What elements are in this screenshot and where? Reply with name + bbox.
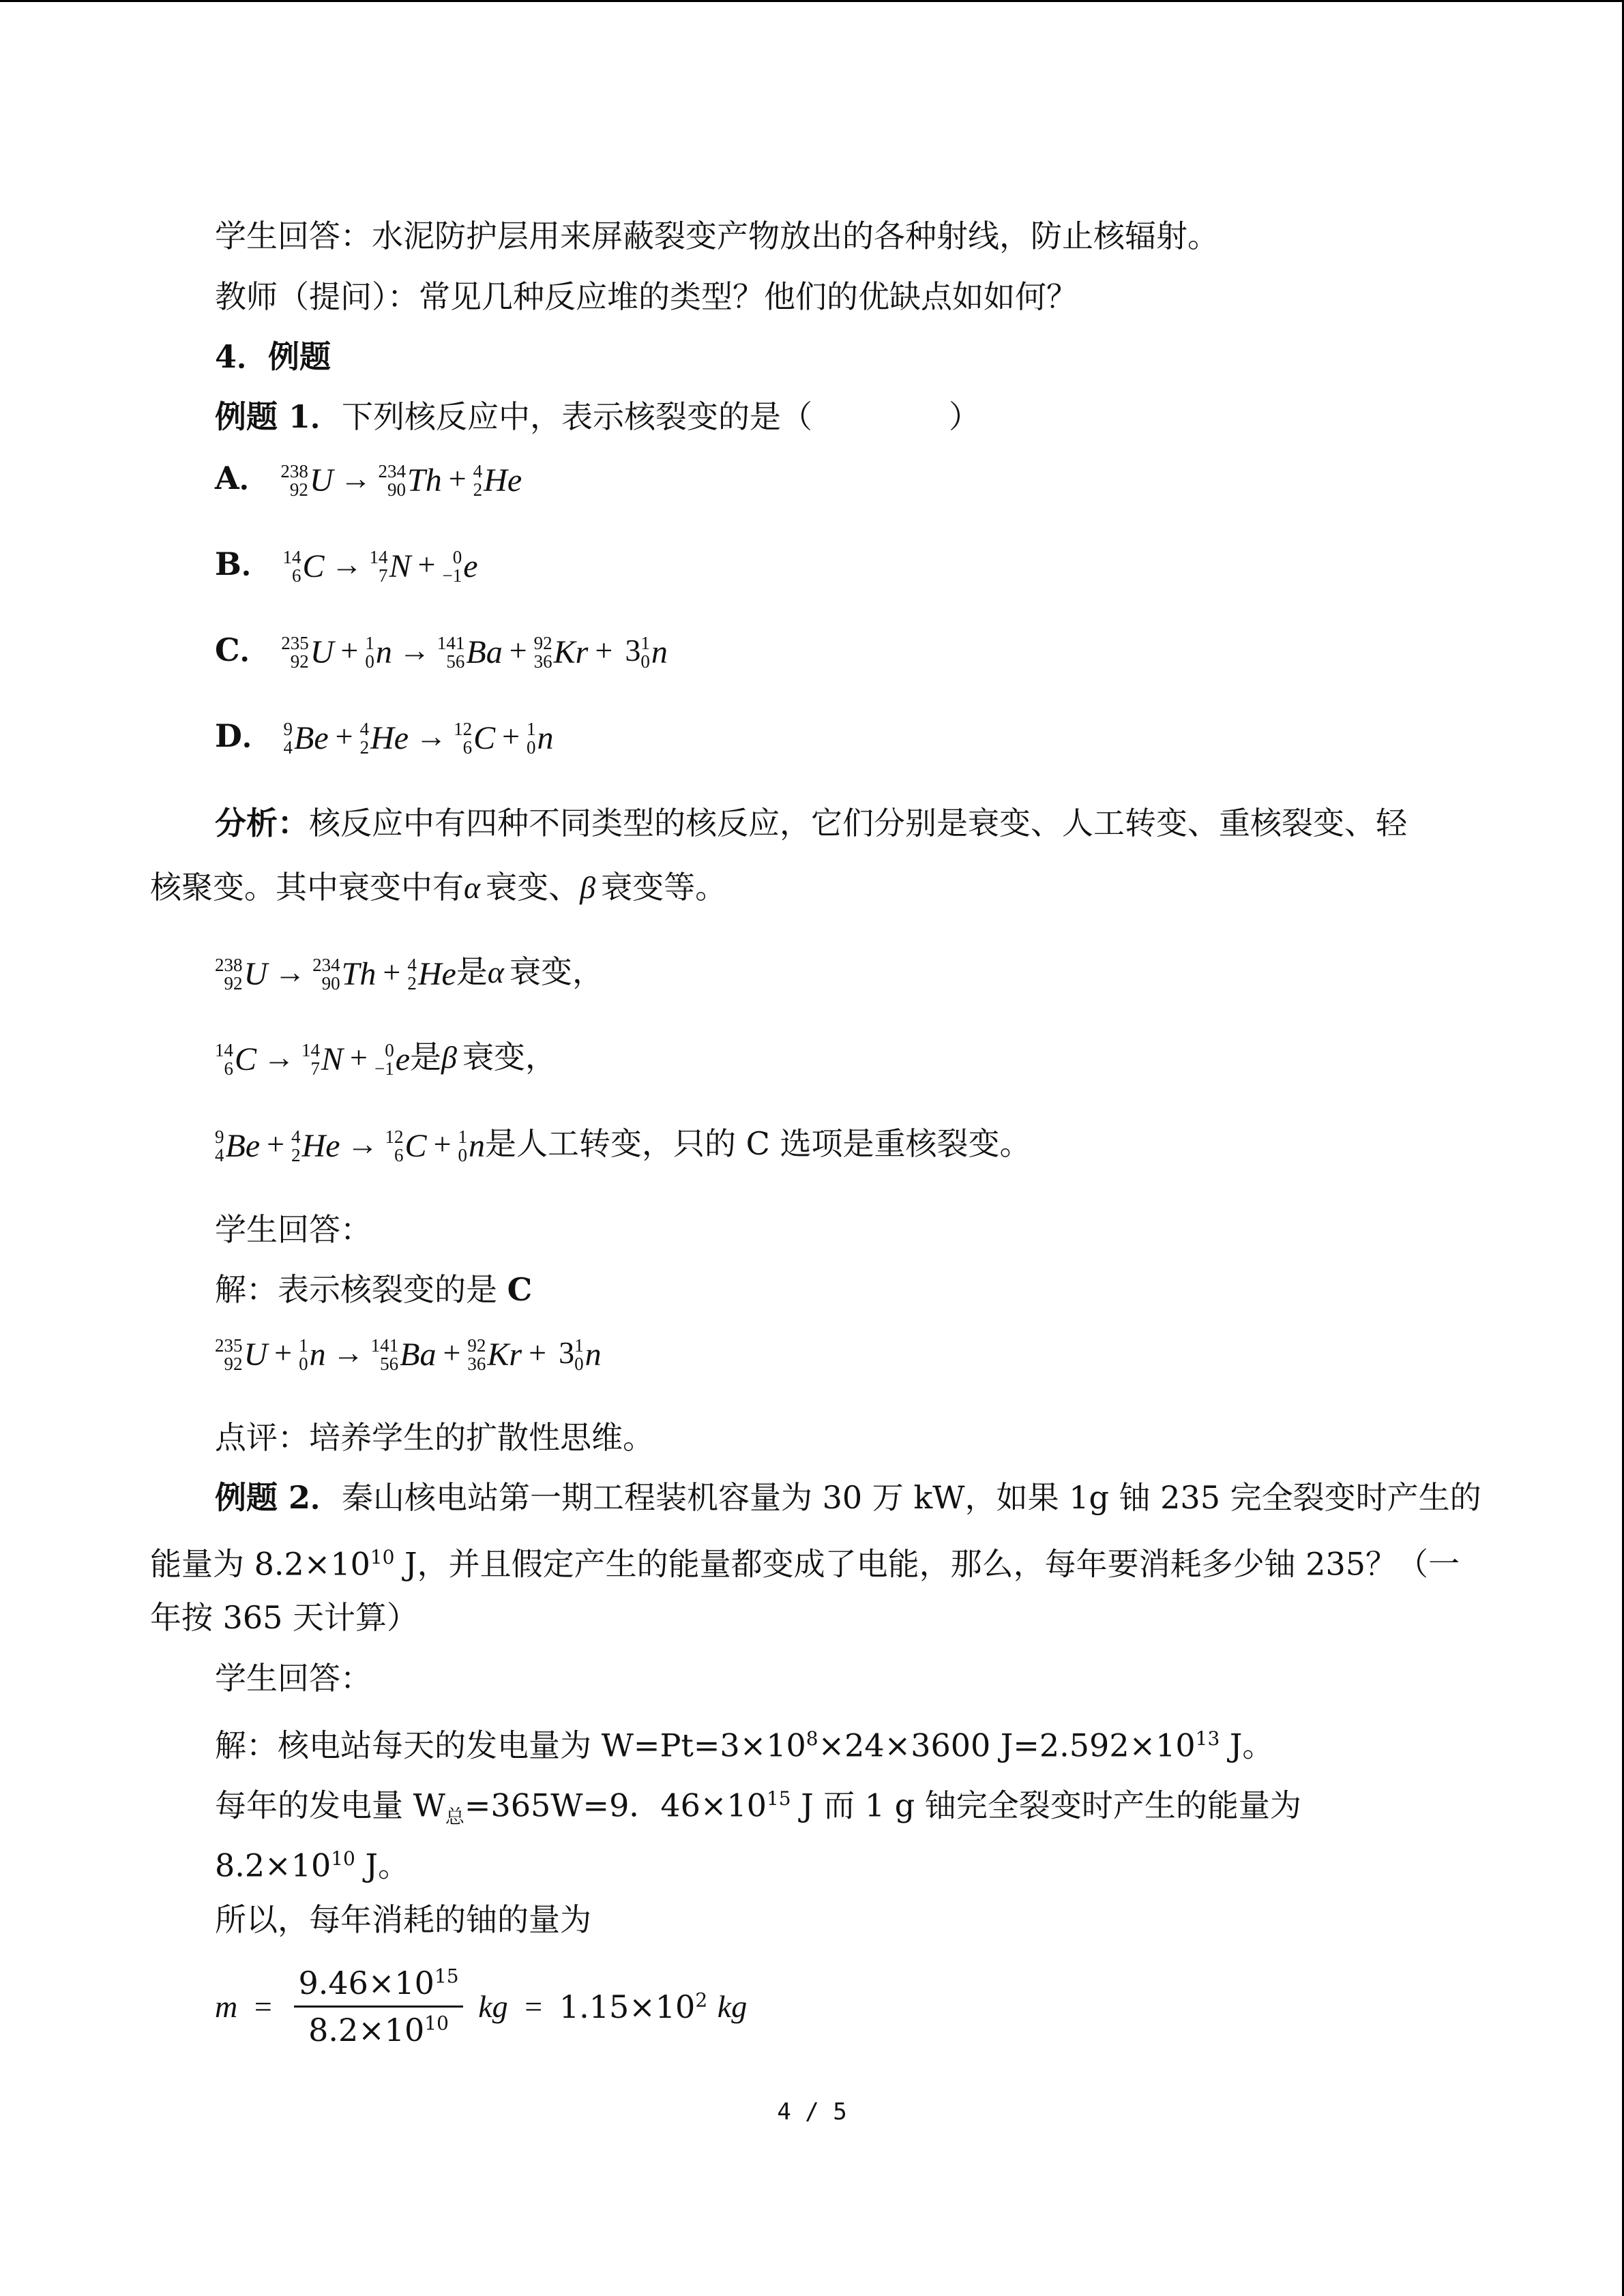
nuclide-u235: [281, 632, 334, 673]
mass-number: 141: [437, 633, 465, 653]
element-symbol: C: [235, 1041, 257, 1077]
mass-number: 1: [640, 633, 650, 653]
element-symbol: C: [473, 720, 496, 756]
result: [559, 1988, 707, 2025]
unit-kg-2: kg: [717, 1989, 748, 2024]
nuclide-kr92: [467, 1335, 522, 1375]
arrow-symbol: →: [331, 547, 363, 582]
nuclide-indices: [312, 956, 340, 993]
element-symbol: U: [243, 956, 268, 992]
analysis-text2c: 衰变等。: [601, 869, 727, 906]
element-symbol: U: [309, 462, 334, 498]
atomic-number: 0: [458, 1145, 468, 1165]
element-symbol: N: [321, 1041, 344, 1077]
analysis-line1: [215, 803, 1407, 844]
example1-text: 下列核反应中，表示核裂变的是（: [342, 398, 813, 435]
nuclide-be9: [284, 718, 329, 759]
nuclide-indices: [281, 634, 309, 671]
energy-exp: 10: [331, 1847, 355, 1870]
nuclide-u238: [215, 954, 267, 995]
alpha-decay-line: [215, 951, 604, 995]
atomic-number: 0: [640, 651, 650, 672]
atomic-number: 56: [380, 1354, 399, 1374]
option-d: [215, 715, 554, 759]
mass-number: 12: [385, 1127, 404, 1147]
nuclide-indices: [299, 1337, 308, 1373]
mass-formula: [215, 1965, 747, 2048]
example2-exp: 10: [370, 1546, 395, 1568]
plus-symbol: +: [350, 1040, 368, 1075]
plus-symbol: +: [448, 461, 467, 496]
option-c: [215, 629, 668, 673]
equals-sign: =: [254, 1989, 272, 2024]
mass-number: 0: [452, 547, 462, 567]
beta-symbol: β: [580, 870, 596, 905]
nuclide-u235: [215, 1335, 267, 1375]
element-symbol: He: [484, 462, 522, 498]
equals-sign-2: =: [525, 1989, 543, 2024]
solution-2a: 解：核电站每天的发电量为 W=Pt=3×10: [215, 1727, 806, 1764]
atomic-number: 36: [533, 651, 552, 672]
mass-number: 1: [527, 719, 536, 739]
nuclide-ba141: [437, 632, 503, 673]
mass-number: 14: [369, 547, 388, 567]
mass-number: 4: [291, 1127, 301, 1147]
element-symbol: He: [417, 956, 456, 992]
denominator-text: 8.2×10: [308, 2012, 425, 2048]
fraction-numerator: [294, 1965, 462, 2008]
nuclide-n: [365, 632, 392, 673]
nuclide-he4: [473, 460, 522, 501]
student-answer-line: 学生回答：水泥防护层用来屏蔽裂变产物放出的各种射线，防止核辐射。: [215, 218, 1219, 254]
teacher-question-line: 教师（提问）：常见几种反应堆的类型？他们的优缺点如如何？: [215, 278, 1078, 315]
atomic-number: 0: [299, 1354, 308, 1374]
decay-text: 衰变，: [509, 953, 604, 990]
atomic-number: 2: [473, 479, 483, 500]
nuclide-th234: [312, 954, 376, 995]
option-b: [215, 543, 478, 587]
plus-symbol: +: [340, 633, 359, 668]
nuclide-indices: [215, 956, 243, 993]
plus-symbol: +: [502, 719, 520, 754]
analysis-text: 核反应中有四种不同类型的核反应，它们分别是衰变、人工转变、重核裂变、轻: [309, 805, 1407, 841]
element-symbol: n: [651, 634, 668, 670]
solution-2-exp1: 8: [806, 1727, 818, 1750]
atomic-number: 2: [407, 973, 417, 994]
result-exp: 2: [695, 1988, 708, 2012]
example2-line2: [150, 1537, 1460, 1584]
atomic-number: 7: [379, 565, 388, 586]
nuclide-n: [458, 1126, 486, 1167]
element-symbol: Kr: [487, 1337, 522, 1373]
element-symbol: e: [463, 548, 478, 584]
nuclide-indices: [374, 1041, 394, 1078]
nuclide-he4: [291, 1126, 340, 1167]
example2-line1: [215, 1477, 1481, 1518]
option-c-label: C．: [215, 631, 271, 668]
atomic-number: 4: [283, 737, 293, 758]
analysis-text2a: 核聚变。其中衰变中有: [150, 869, 464, 906]
atomic-number: 90: [321, 973, 340, 994]
mass-number: 1: [299, 1335, 308, 1356]
nuclide-indices: [467, 1337, 486, 1373]
nuclide-he4: [360, 718, 409, 759]
energy-per-gram-line: [215, 1838, 409, 1885]
solution-1-equation: [215, 1334, 602, 1374]
denominator-exp: 10: [424, 2012, 449, 2035]
nuclide-indices: [291, 1128, 301, 1165]
alpha-symbol-2: α: [487, 955, 504, 989]
student-answer-2: 学生回答：: [215, 1660, 372, 1697]
plus-symbol: +: [383, 955, 401, 989]
plus-symbol: +: [274, 1335, 293, 1370]
solution-2b: ×24×3600 J=2.592×10: [818, 1727, 1196, 1764]
energy-b: J。: [355, 1847, 409, 1884]
element-symbol: C: [404, 1128, 427, 1164]
decay-text-2: 衰变，: [462, 1039, 557, 1075]
plus-symbol: +: [529, 1335, 547, 1370]
mass-number: 235: [215, 1335, 243, 1356]
nuclide-he4: [407, 954, 456, 995]
is-text: 是: [456, 953, 488, 990]
nuclide-indices: [534, 634, 552, 671]
solution-2-line1: [215, 1718, 1273, 1765]
nuclide-u238: [280, 460, 333, 501]
artificial-line: [215, 1123, 1031, 1167]
mass-number: 4: [407, 955, 417, 975]
mass-number: 238: [280, 461, 308, 481]
atomic-number: −1: [374, 1058, 394, 1079]
mass-number: 9: [283, 719, 293, 739]
nuclide-c14: [215, 1039, 256, 1080]
atomic-number: 92: [290, 651, 309, 672]
mass-number: 14: [215, 1040, 233, 1060]
atomic-number: 0: [365, 651, 374, 672]
plus-symbol: +: [443, 1335, 461, 1370]
numerator-text: 9.46×10: [298, 1965, 434, 2001]
atomic-number: 4: [215, 1145, 224, 1165]
plus-symbol: +: [509, 633, 527, 668]
mass-number: 4: [473, 461, 483, 481]
nuclide-ba141: [371, 1335, 437, 1375]
numerator-exp: 15: [434, 1965, 459, 1988]
nuclide-e: [443, 546, 478, 587]
arrow-symbol: →: [415, 719, 447, 754]
analysis-text2b: 衰变、: [486, 869, 580, 906]
plus-symbol: +: [595, 633, 613, 668]
atomic-number: 90: [387, 479, 406, 500]
example2-line3: 年按 365 天计算）: [150, 1599, 419, 1636]
nuclide-indices: [284, 720, 293, 757]
option-a-equation: [280, 460, 522, 500]
element-symbol: Th: [341, 956, 377, 992]
mass-number: 14: [301, 1040, 321, 1060]
example1-label: 例题 1．: [215, 398, 342, 435]
mass-number: 92: [467, 1335, 486, 1356]
example2-line2b: J，并且假定产生的能量都变成了电能，那么，每年要消耗多少铀 235？（一: [394, 1545, 1460, 1583]
option-b-equation: [282, 546, 478, 586]
atomic-number: 92: [224, 1354, 243, 1374]
element-symbol: C: [302, 548, 325, 584]
nuclide-c12: [454, 718, 495, 759]
solution-2-exp2: 13: [1195, 1727, 1220, 1750]
arrow-symbol: →: [274, 955, 306, 989]
three-symbol: 3: [559, 1335, 575, 1370]
nuclide-kr92: [534, 632, 589, 673]
atomic-number: 0: [527, 737, 536, 758]
nuclide-indices: [283, 548, 301, 585]
plus-symbol: +: [335, 719, 353, 754]
nuclide-indices: [437, 634, 465, 671]
analysis-label: 分析：: [215, 805, 309, 841]
arrow-symbol: →: [346, 1127, 379, 1161]
element-symbol: U: [243, 1337, 268, 1373]
nuclide-e: [374, 1039, 410, 1080]
nuclide-n: [527, 718, 554, 759]
nuclide-indices: [215, 1128, 224, 1165]
nuclide-c12: [385, 1126, 427, 1167]
element-symbol: He: [370, 720, 409, 756]
fraction: [294, 1965, 462, 2048]
option-a-label: A．: [215, 460, 271, 496]
nuclide-indices: [454, 720, 472, 757]
arrow-symbol: →: [340, 461, 372, 496]
annual-a: 每年的发电量 W: [215, 1787, 445, 1824]
atomic-number: 56: [446, 651, 465, 672]
example1-paren-close: ）: [949, 398, 981, 435]
atomic-number: 92: [224, 973, 243, 994]
alpha-symbol: α: [464, 870, 481, 905]
plus-symbol: +: [433, 1127, 452, 1161]
example1-question: [215, 396, 980, 437]
element-symbol: He: [301, 1128, 340, 1164]
mass-number: 238: [215, 955, 243, 975]
element-symbol: Ba: [400, 1337, 437, 1373]
element-symbol: n: [309, 1337, 326, 1373]
atomic-number: 6: [462, 737, 473, 758]
nuclide-indices: [360, 720, 370, 757]
atomic-number: 2: [359, 737, 370, 758]
nuclide-indices: [215, 1337, 243, 1373]
element-symbol: e: [395, 1041, 411, 1077]
solution-1: [215, 1269, 532, 1310]
annual-c: J 而 1 g 铀完全裂变时产生的能量为: [791, 1787, 1301, 1824]
mass-number: 234: [312, 955, 340, 975]
arrow-symbol: →: [263, 1040, 295, 1075]
mass-variable: m: [215, 1989, 238, 2024]
atomic-number: 2: [291, 1145, 301, 1165]
example2-text: 秦山核电站第一期工程装机容量为 30 万 kW，如果 1g 铀 235 完全裂变时产生的: [342, 1479, 1481, 1516]
example2-line2a: 能量为 8.2×10: [150, 1545, 370, 1583]
option-a: [215, 458, 522, 501]
beta-symbol-2: β: [441, 1040, 457, 1075]
nuclide-indices: [458, 1128, 468, 1165]
nuclide-indices: [301, 1041, 320, 1078]
option-d-equation: [283, 717, 554, 758]
nuclide-indices: [407, 956, 417, 993]
mass-number: 0: [385, 1040, 394, 1060]
atomic-number: 92: [289, 479, 308, 500]
nuclide-indices: [280, 462, 308, 499]
solution-1-answer: C: [507, 1271, 533, 1308]
nuclide-n14: [370, 546, 411, 587]
annual-energy-line: [215, 1778, 1301, 1838]
unit-kg: kg: [478, 1989, 508, 2024]
mass-number: 234: [378, 461, 406, 481]
artificial-text: 是人工转变，只的 C 选项是重核裂变。: [485, 1125, 1031, 1162]
result-text: 1.15×10: [559, 1988, 696, 2025]
nuclide-n: [640, 632, 668, 673]
fraction-denominator: [304, 2008, 453, 2048]
student-answer-1: 学生回答：: [215, 1211, 372, 1248]
mass-number: 14: [282, 547, 301, 567]
annual-exp: 15: [766, 1787, 791, 1810]
element-symbol: N: [389, 548, 411, 584]
example2-label: 例题 2．: [215, 1479, 342, 1516]
annual-sub: 总: [445, 1805, 464, 1828]
nuclide-th234: [379, 460, 442, 501]
element-symbol: Be: [294, 720, 329, 756]
nuclide-n: [299, 1335, 326, 1375]
element-symbol: n: [469, 1128, 486, 1164]
atomic-number: 6: [394, 1145, 404, 1165]
mass-number: 1: [365, 633, 374, 653]
mass-number: 1: [458, 1127, 468, 1147]
comment-line: 点评：培养学生的扩散性思维。: [215, 1419, 654, 1456]
beta-decay-equation: [215, 1039, 411, 1079]
option-c-equation: [281, 631, 668, 672]
analysis-line2: [150, 867, 726, 908]
element-symbol: Ba: [466, 634, 503, 670]
nuclide-indices: [215, 1041, 233, 1078]
option-b-label: B．: [215, 546, 273, 582]
atomic-number: −1: [442, 565, 462, 586]
nuclide-indices: [640, 634, 650, 671]
nuclide-be9: [215, 1126, 260, 1167]
mass-number: 92: [533, 633, 552, 653]
page-number: 4 / 5: [777, 2098, 847, 2126]
arrow-symbol: →: [398, 633, 430, 668]
atomic-number: 0: [574, 1354, 584, 1374]
section-heading: 4．例题: [215, 338, 331, 375]
plus-symbol: +: [267, 1127, 285, 1161]
solution-2c: J。: [1220, 1727, 1274, 1764]
nuclide-indices: [379, 462, 407, 499]
beta-decay-line: [215, 1037, 557, 1080]
atomic-number: 36: [467, 1354, 486, 1374]
element-symbol: n: [585, 1337, 602, 1373]
atomic-number: 7: [310, 1058, 321, 1079]
mass-number: 141: [370, 1335, 399, 1356]
plus-symbol: +: [417, 547, 436, 582]
mass-number: 235: [281, 633, 309, 653]
is-text-2: 是: [410, 1039, 442, 1075]
element-symbol: n: [537, 720, 554, 756]
three-symbol: 3: [625, 633, 641, 668]
nuclide-indices: [574, 1337, 584, 1373]
element-symbol: Be: [225, 1128, 261, 1164]
nuclide-indices: [370, 548, 388, 585]
nuclide-n14: [301, 1039, 343, 1080]
option-d-label: D．: [215, 717, 274, 754]
mass-number: 9: [215, 1127, 224, 1147]
atomic-number: 6: [224, 1058, 233, 1079]
arrow-symbol: →: [332, 1335, 364, 1370]
alpha-decay-equation: [215, 953, 456, 994]
artificial-equation: [215, 1125, 486, 1165]
element-symbol: U: [310, 634, 334, 670]
therefore-line: 所以，每年消耗的铀的量为: [215, 1901, 591, 1938]
energy-a: 8.2×10: [215, 1847, 331, 1884]
element-symbol: n: [375, 634, 392, 670]
annual-b: =365W=9．46×10: [464, 1787, 767, 1824]
mass-number: 4: [359, 719, 370, 739]
mass-number: 12: [454, 719, 473, 739]
nuclide-indices: [385, 1128, 404, 1165]
element-symbol: Th: [407, 462, 442, 498]
nuclide-indices: [527, 720, 536, 757]
mass-number: 1: [574, 1335, 584, 1356]
element-symbol: Kr: [553, 634, 589, 670]
nuclide-indices: [371, 1337, 399, 1373]
solution-1-text: 解：表示核裂变的是: [215, 1271, 507, 1308]
atomic-number: 6: [292, 565, 301, 586]
nuclide-n: [574, 1335, 602, 1375]
nuclide-indices: [473, 462, 483, 499]
solution-1-equation-line: [215, 1332, 602, 1375]
nuclide-indices: [443, 548, 462, 585]
nuclide-indices: [365, 634, 374, 671]
nuclide-c14: [283, 546, 325, 587]
